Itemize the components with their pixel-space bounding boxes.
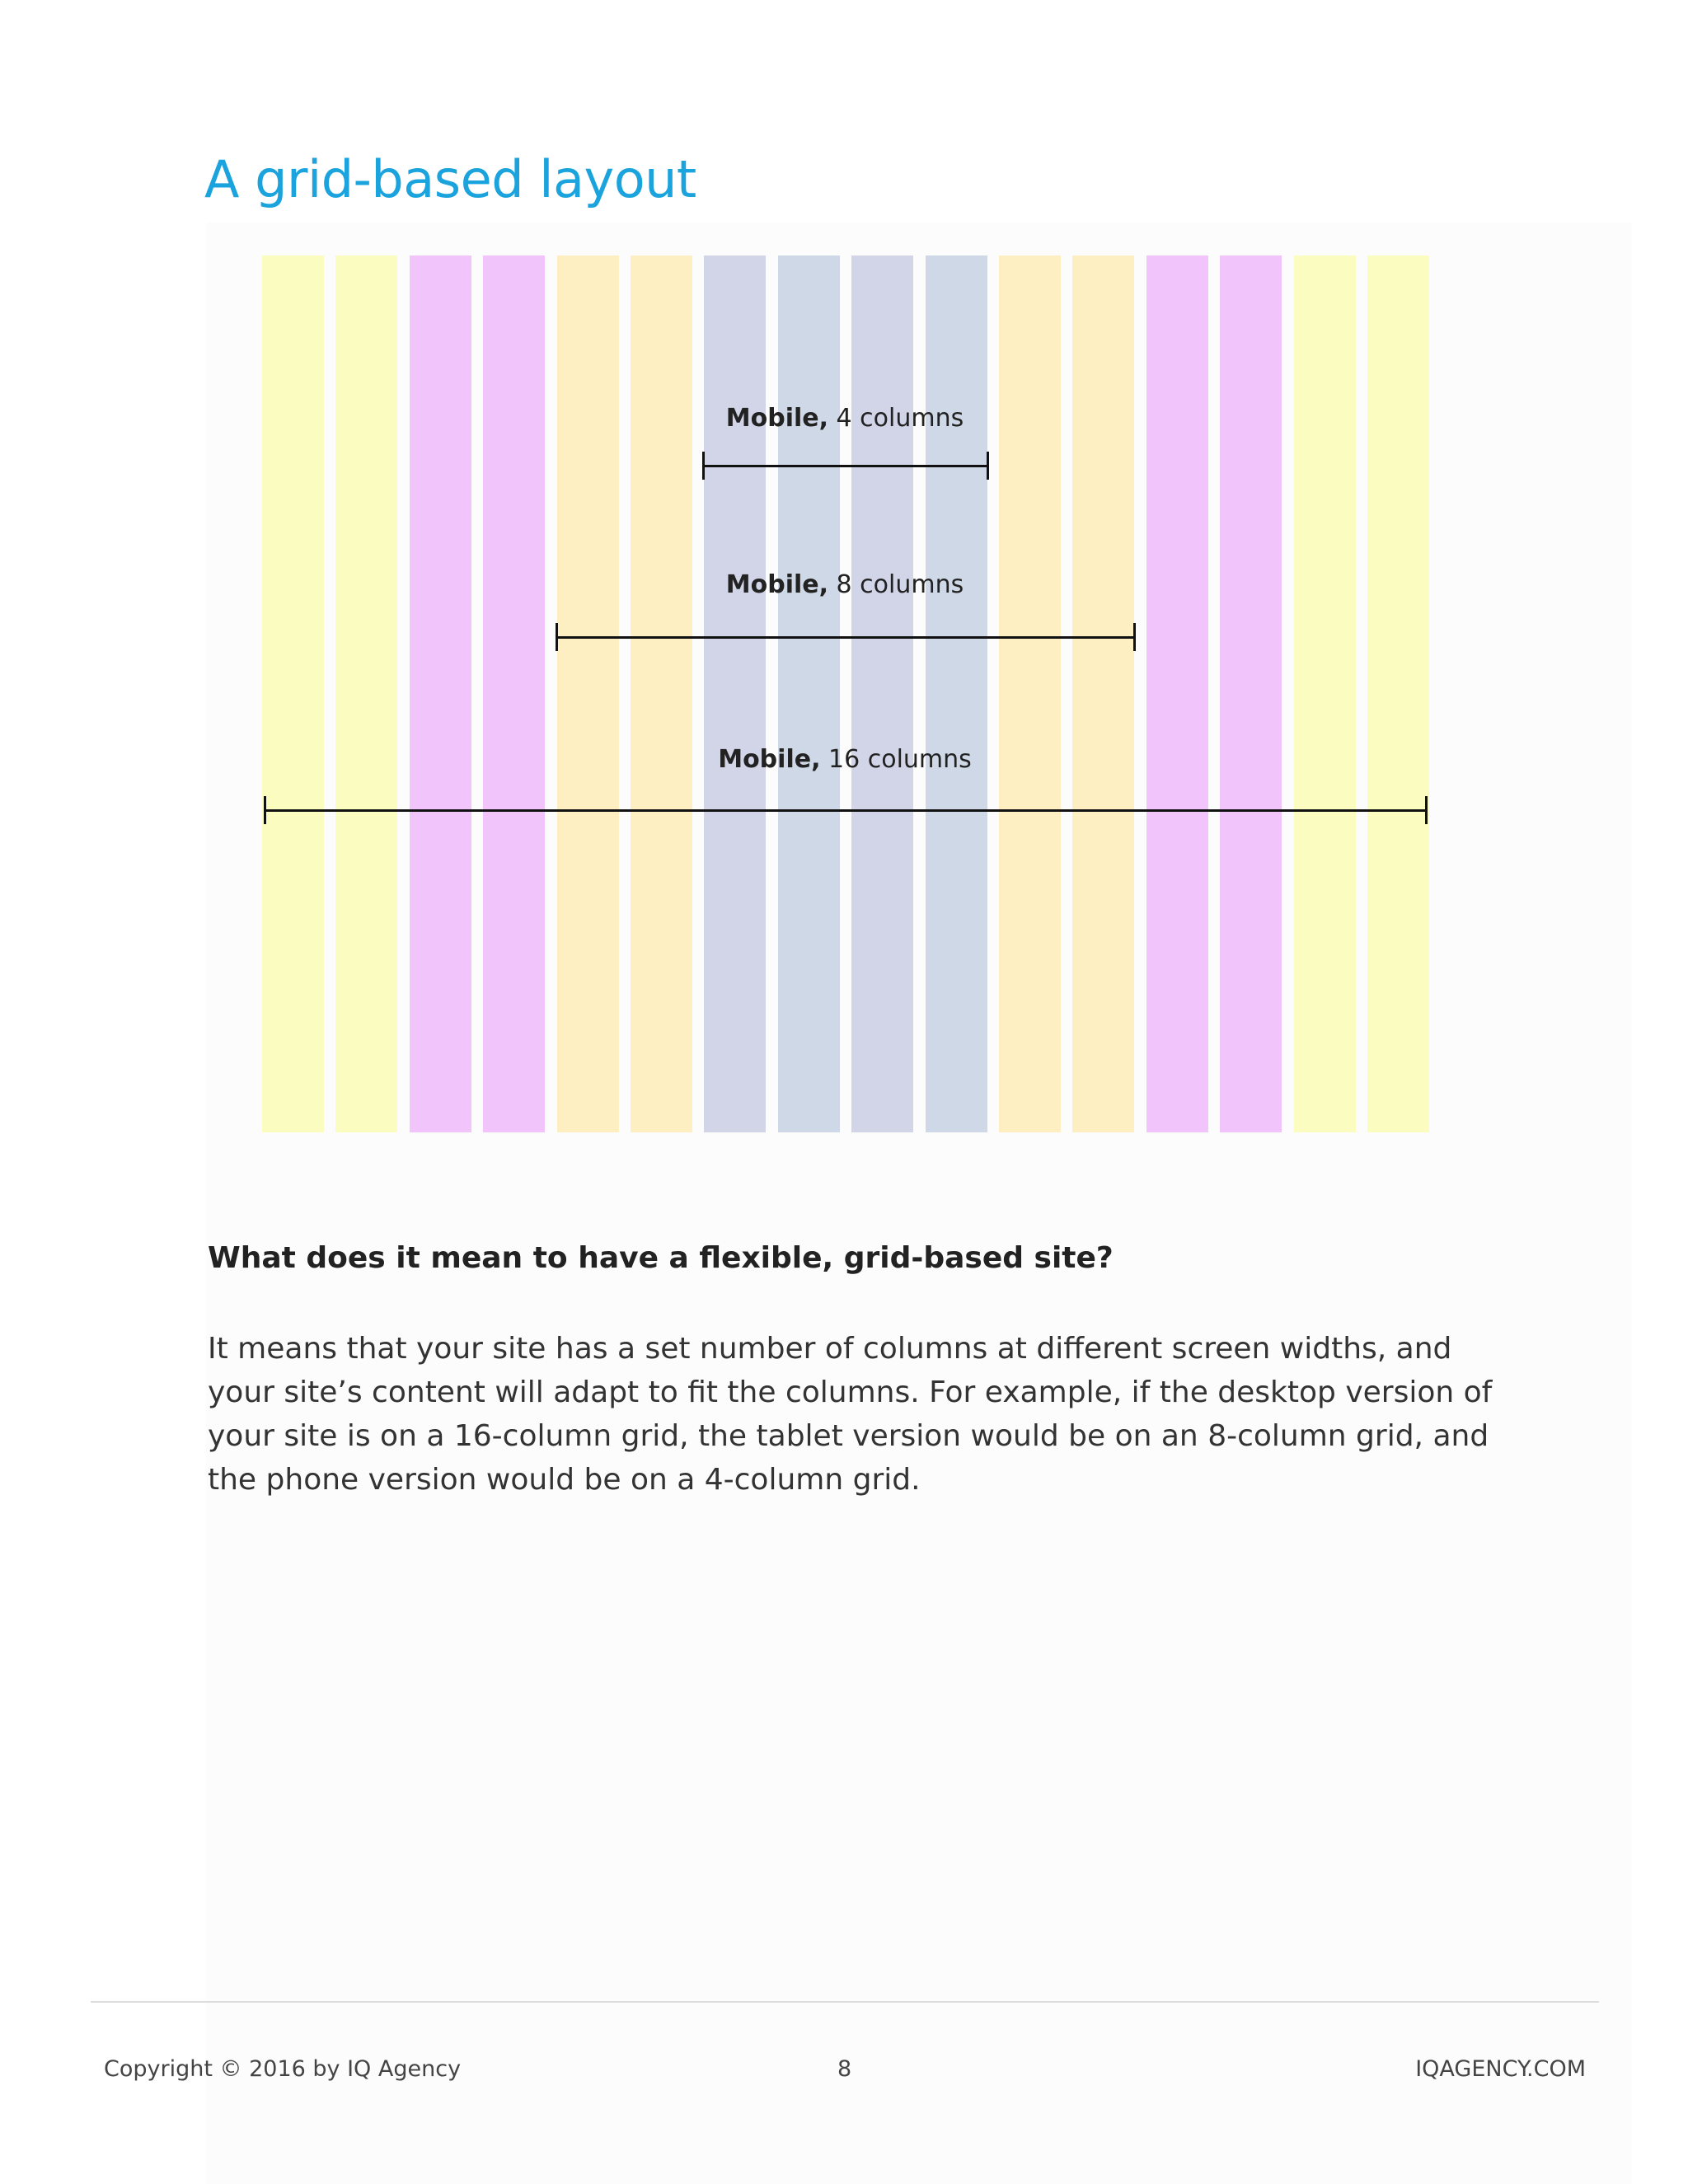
grid-column-6 — [631, 255, 692, 1132]
grid-column-2 — [335, 255, 397, 1132]
span-line — [556, 636, 1137, 639]
grid-column-7 — [704, 255, 766, 1132]
span-line — [264, 809, 1428, 812]
grid-column-1 — [262, 255, 324, 1132]
span-cap-end — [987, 452, 989, 480]
grid-column-4 — [483, 255, 545, 1132]
span-label-bold: Mobile, — [725, 570, 829, 599]
span-label-text: 16 columns — [820, 745, 972, 774]
span-cap-end — [1425, 796, 1428, 824]
span-label-16-columns — [718, 745, 972, 775]
grid-column-15 — [1294, 255, 1356, 1132]
span-cap-start — [556, 623, 558, 651]
span-cap-start — [264, 796, 266, 824]
span-label-text: 8 columns — [828, 570, 964, 599]
footer-site-link[interactable]: IQAGENCY.COM — [1415, 2056, 1586, 2082]
section-answer: It means that your site has a set number of columns at different screen widths, and your site’s content will adapt to fit the columns. For example, if the desktop version of your site is on a 16-column grid, the tablet version would be on an 8-column grid, and the phone version would be on a 4-column grid. — [208, 1332, 1493, 1497]
span-label-bold: Mobile, — [718, 745, 821, 774]
grid-column-3 — [410, 255, 471, 1132]
grid-column-13 — [1146, 255, 1208, 1132]
grid-figure — [262, 255, 1432, 1132]
grid-column-10 — [926, 255, 987, 1132]
page-title: A grid-based layout — [204, 149, 696, 209]
span-cap-end — [1133, 623, 1136, 651]
grid-column-16 — [1367, 255, 1429, 1132]
footer-copyright: Copyright © 2016 by IQ Agency — [104, 2056, 462, 2082]
span-label-8-columns — [726, 570, 964, 600]
grid-column-11 — [999, 255, 1061, 1132]
span-cap-start — [702, 452, 705, 480]
grid-column-5 — [557, 255, 619, 1132]
span-label-bold: Mobile, — [725, 404, 829, 433]
footer-divider — [91, 2001, 1599, 2003]
grid-column-12 — [1072, 255, 1134, 1132]
span-label-4-columns — [726, 404, 964, 434]
span-label-text: 4 columns — [828, 404, 964, 433]
grid-column-14 — [1220, 255, 1282, 1132]
grid-column-8 — [778, 255, 840, 1132]
section-question: What does it mean to have a flexible, grid-based site? — [208, 1241, 1114, 1275]
footer-page-number: 8 — [837, 2056, 852, 2082]
grid-column-9 — [851, 255, 913, 1132]
span-line — [702, 465, 988, 467]
